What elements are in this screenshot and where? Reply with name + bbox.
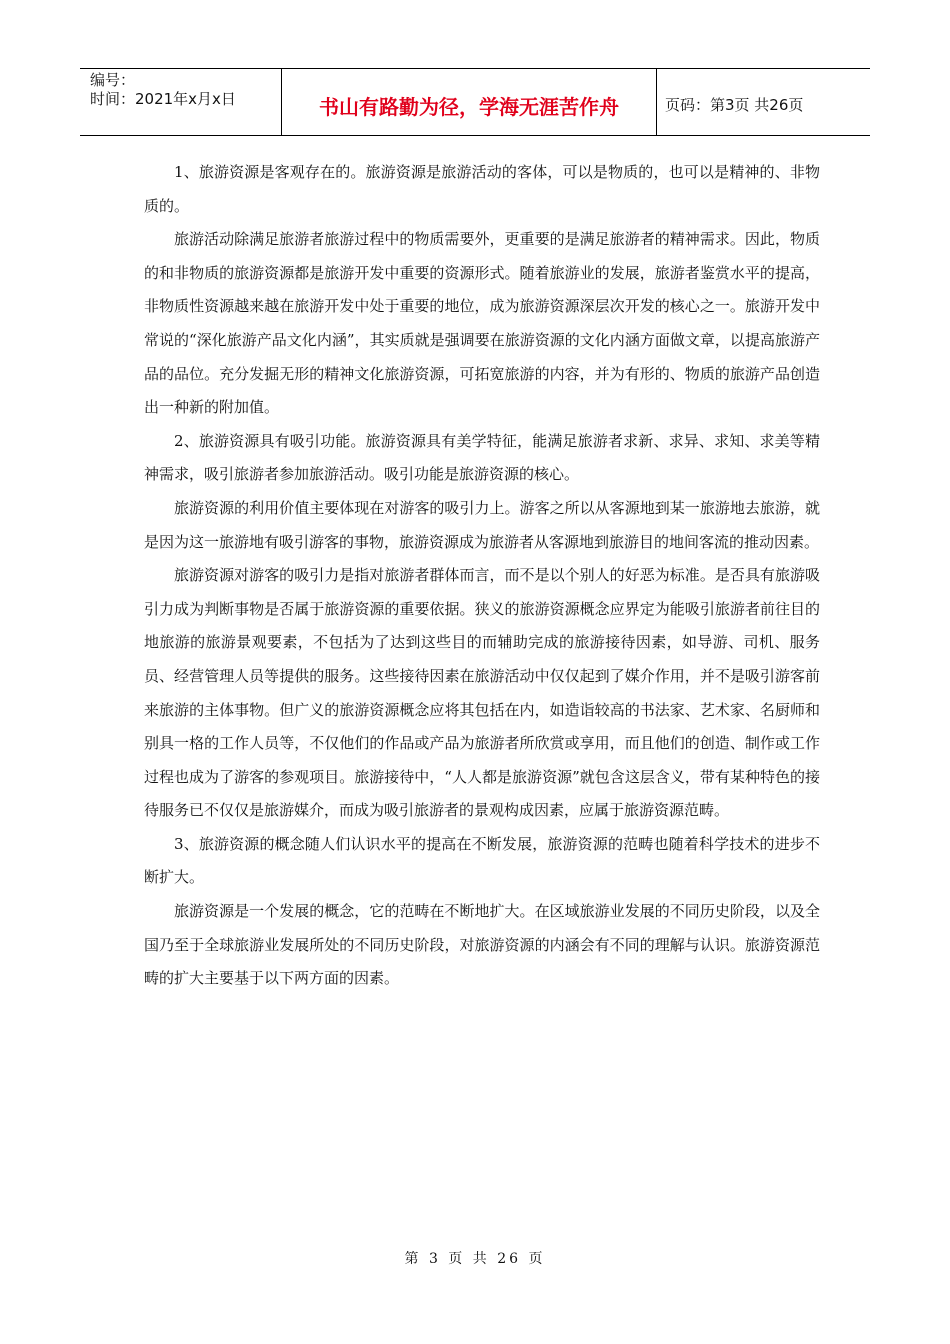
header-page-info: 页码：第3页 共26页: [665, 95, 804, 114]
paragraph-2: 旅游活动除满足旅游者旅游过程中的物质需要外，更重要的是满足旅游者的精神需求。因此，物质的和非物质的旅游资源都是旅游开发中重要的资源形式。随着旅游业的发展，旅游者鉴赏水平的提高，非物质性资源越来越在旅游开发中处于重要的地位，成为旅游资源深层次开发的核心之一。旅游开发中常说的“深化旅游产品文化内涵”，其实质就是强调要在旅游资源的文化内涵方面做文章，以提高旅游产品的品位。充分发掘无形的精神文化旅游资源，可拓宽旅游的内容，并为有形的、物质的旅游产品创造出一种新的附加值。: [144, 230, 820, 417]
paragraph-1: 1、旅游资源是客观存在的。旅游资源是旅游活动的客体，可以是物质的，也可以是精神的、非物质的。: [144, 163, 820, 215]
number-label: 编号：: [90, 71, 136, 89]
page-header: [80, 68, 870, 136]
paragraph-7: 旅游资源是一个发展的概念，它的范畴在不断地扩大。在区域旅游业发展的不同历史阶段，以及全国乃至于全球旅游业发展所处的不同历史阶段，对旅游资源的内涵会有不同的理解与认识。旅游资源范畴的扩大主要基于以下两方面的因素。: [144, 902, 820, 988]
header-motto: 书山有路勤为径，学海无涯苦作舟: [282, 69, 657, 135]
date-label: 时间：2021年x月x日: [90, 90, 236, 108]
paragraph-3: 2、旅游资源具有吸引功能。旅游资源具有美学特征，能满足旅游者求新、求异、求知、求美等精神需求，吸引旅游者参加旅游活动。吸引功能是旅游资源的核心。: [144, 431, 820, 484]
header-meta-cell: [80, 69, 282, 135]
page-footer: 第 3 页 共 26 页: [404, 1251, 546, 1267]
paragraph-5: 旅游资源对游客的吸引力是指对旅游者群体而言，而不是以个别人的好恶为标准。是否具有旅游吸引力成为判断事物是否属于旅游资源的重要依据。狭义的旅游资源概念应界定为能吸引旅游者前往目的地旅游的旅游景观要素，不包括为了达到这些目的而辅助完成的旅游接待因素，如导游、司机、服务员、经营管理人员等提供的服务。这些接待因素在旅游活动中仅仅起到了媒介作用，并不是吸引游客前来旅游的主体事物。但广义的旅游资源概念应将其包括在内，如造诣较高的书法家、艺术家、名厨师和别具一格的工作人员等，不仅他们的作品或产品为旅游者所欣赏或享用，而且他们的创造、制作或工作过程也成为了游客的参观项目。旅游接待中，“人人都是旅游资源”就包含这层含义，带有某种特色的接待服务已不仅仅是旅游媒介，而成为吸引旅游者的景观构成因素，应属于旅游资源范畴。: [144, 566, 820, 820]
paragraph-4: 旅游资源的利用价值主要体现在对游客的吸引力上。游客之所以从客源地到某一旅游地去旅游，就是因为这一旅游地有吸引游客的事物，旅游资源成为旅游者从客源地到旅游目的地间客流的推动因素。: [144, 498, 820, 551]
document-body: [144, 156, 820, 996]
paragraph-6: 3、旅游资源的概念随人们认识水平的提高在不断发展，旅游资源的范畴也随着科学技术的进步不断扩大。: [144, 834, 820, 887]
